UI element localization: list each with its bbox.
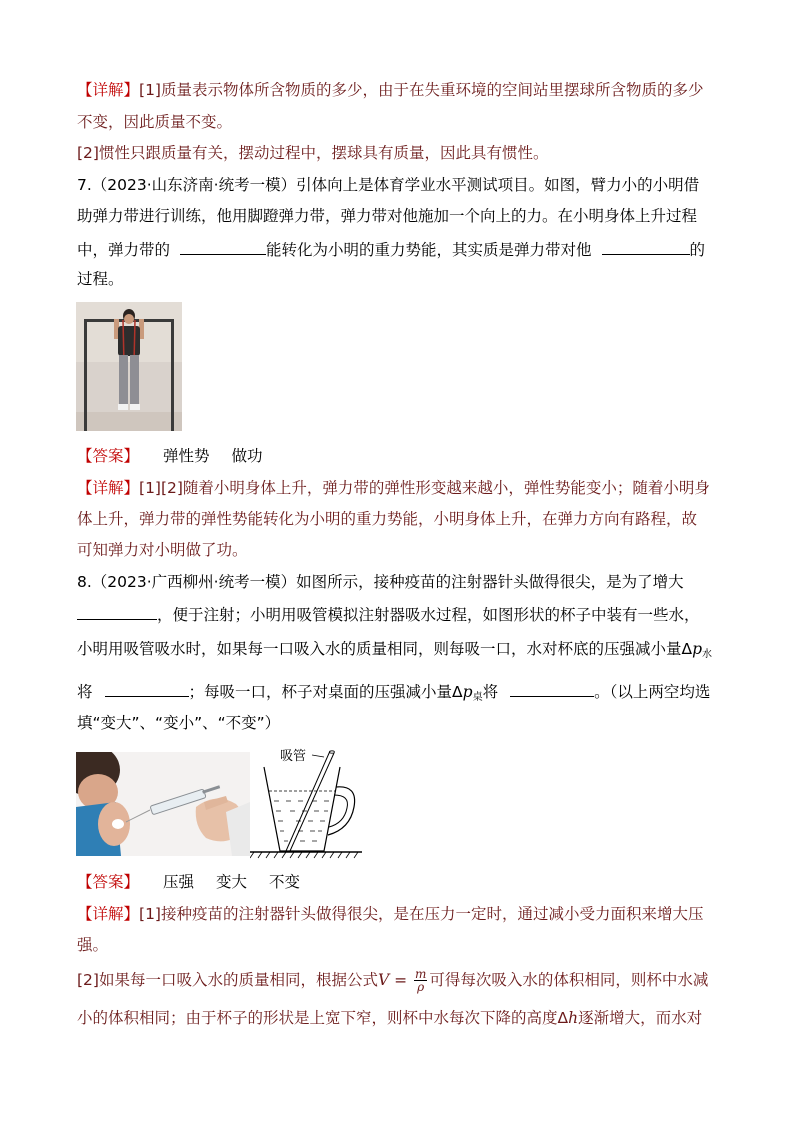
q7-detail-line-1 — [77, 478, 710, 498]
detail-label: 【详解】 — [77, 905, 140, 923]
q7-blank-2[interactable] — [602, 238, 690, 255]
q8-stem-text-4c: 将 — [482, 683, 499, 701]
q8-symbol-sub-desk: 桌 — [472, 692, 483, 703]
q8-symbol-p: p — [692, 640, 703, 658]
straw-label: 吸管 — [280, 748, 307, 763]
q7-stem-line-4: 过程。 — [77, 270, 124, 288]
answer-label: 【答案】 — [77, 447, 140, 465]
q8-stem-text-4b: ；每吸一口，杯子对桌面的压强减小量Δ — [188, 683, 463, 701]
q8-stem-text-4d: 。（以上两空均选 — [594, 683, 711, 701]
q8-stem-text-2: ，便于注射；小明用吸管模拟注射器吸水过程，如图形状的杯子中装有一些水， — [157, 606, 700, 624]
q8-symbol-p2: p — [462, 683, 473, 701]
q8-detail-text-3b: 可得每次吸入水的体积相同，则杯中水减 — [429, 971, 709, 989]
symbol-h: h — [568, 1009, 579, 1027]
q8-answer-line — [77, 872, 300, 892]
q8-stem-text-3: 小明用吸管吸水时，如果每一口吸入水的质量相同，则每吸一口，水对杯底的压强减小量Δ — [77, 640, 693, 658]
q6-detail-line-3: [2]惯性只跟质量有关，摆动过程中，摆球具有质量，因此具有惯性。 — [77, 144, 549, 162]
q8-answer-1: 压强 — [163, 873, 195, 891]
detail-label: 【详解】 — [77, 81, 140, 99]
vaccination-photo — [76, 752, 250, 856]
q8-stem-line-2 — [77, 603, 700, 625]
q8-blank-2[interactable] — [105, 680, 189, 697]
q7-stem-text-b: 能转化为小明的重力势能，其实质是弹力带对他 — [266, 241, 592, 259]
q7-stem-line-3 — [77, 238, 705, 260]
answer-label: 【答案】 — [77, 873, 140, 891]
q8-stem-line-5: 填“变大”、“变小”、“不变”） — [77, 714, 281, 732]
q7-stem-text-c: 的 — [689, 241, 706, 259]
q8-blank-1[interactable] — [77, 603, 157, 620]
formula-v: V — [377, 971, 390, 989]
q6-detail-text-1: [1]质量表示物体所含物质的多少，由于在失重环境的空间站里摆球所含物质的多少 — [139, 81, 704, 99]
q8-symbol-sub-water: 水 — [702, 649, 713, 660]
q7-stem-text-a: 中，弹力带的 — [77, 241, 171, 259]
q8-detail-line-2: 强。 — [77, 936, 109, 954]
detail-label: 【详解】 — [77, 479, 140, 497]
q8-detail-line-3 — [77, 966, 708, 994]
q7-blank-1[interactable] — [180, 238, 266, 255]
q7-answer-1: 弹性势 — [163, 447, 210, 465]
q8-stem-line-4 — [77, 680, 710, 708]
q7-detail-line-3: 可知弹力对小明做了功。 — [77, 541, 248, 559]
q8-detail-line-1 — [77, 904, 703, 924]
formula-eq: = — [389, 971, 413, 989]
q8-stem-line-1: 8.（2023·广西柳州·统考一模）如图所示，接种疫苗的注射器针头做得很尖，是为了增大 — [77, 573, 684, 591]
q8-detail-text-4a: 小的体积相同；由于杯子的形状是上宽下窄，则杯中水每次下降的高度Δ — [77, 1009, 569, 1027]
q8-detail-text-1: [1]接种疫苗的注射器针头做得很尖，是在压力一定时，通过减小受力面积来增大压 — [139, 905, 704, 923]
q7-detail-line-2: 体上升，弹力带的弹性势能转化为小明的重力势能，小明身体上升，在弹力方向有路程，故 — [77, 510, 698, 528]
q8-detail-text-4b: 逐渐增大，而水对 — [578, 1009, 703, 1027]
q8-answer-2: 变大 — [216, 873, 248, 891]
q8-answer-3: 不变 — [269, 873, 301, 891]
formula-fraction — [414, 968, 427, 993]
q8-detail-line-4 — [77, 1008, 702, 1028]
q7-answer-line — [77, 446, 263, 466]
formula-denominator: ρ — [417, 980, 425, 994]
pullup-photo — [76, 302, 182, 431]
q8-stem-line-3 — [77, 639, 712, 665]
q8-stem-text-4a: 将 — [77, 683, 93, 701]
q7-answer-2: 做功 — [231, 447, 263, 465]
q6-detail-line-1 — [77, 80, 703, 100]
q8-blank-3[interactable] — [510, 680, 594, 697]
q7-detail-text-1: [1][2]随着小明身体上升，弹力带的弹性形变越来越小，弹性势能变小；随着小明身 — [139, 479, 710, 497]
formula-numerator: m — [415, 967, 427, 981]
cup-straw-diagram — [250, 745, 362, 863]
q6-detail-line-2: 不变，因此质量不变。 — [77, 113, 233, 131]
q7-stem-line-2: 助弹力带进行训练，他用脚蹬弹力带，弹力带对他施加一个向上的力。在小明身体上升过程 — [77, 207, 698, 225]
q7-stem-line-1: 7.（2023·山东济南·统考一模）引体向上是体育学业水平测试项目。如图，臂力小的小明借 — [77, 176, 700, 194]
q8-detail-text-3a: [2]如果每一口吸入水的质量相同，根据公式 — [77, 971, 378, 989]
